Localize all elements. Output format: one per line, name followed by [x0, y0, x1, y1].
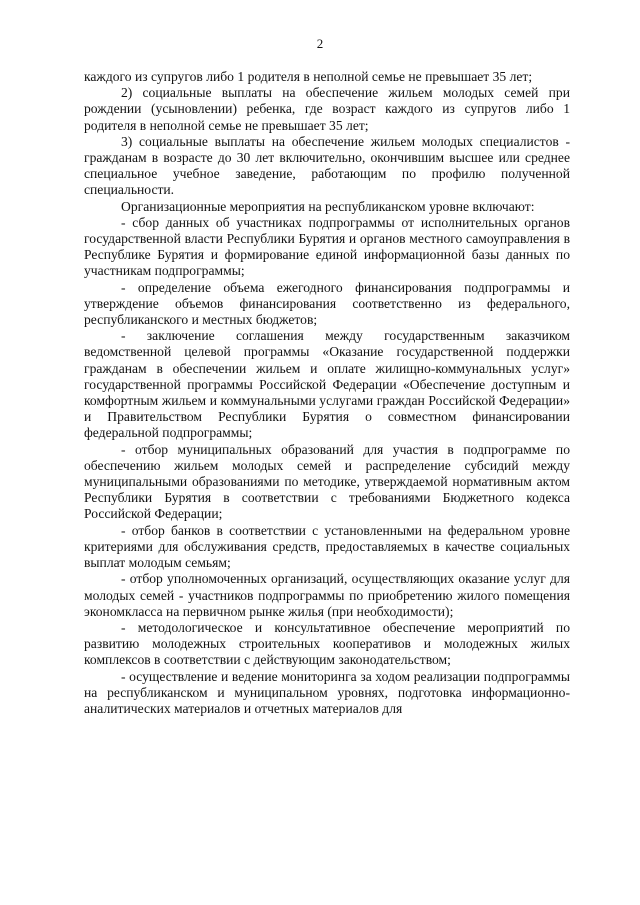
page-number: 2	[316, 36, 324, 51]
paragraph-organizational-measures: Организационные мероприятия на республиканском уровне включают:	[121, 198, 535, 214]
paragraph-item-3: 3) социальные выплаты на обеспечение жильем молодых специалистов - гражданам в возрасте до 30 лет включительно, окончившим высшее или среднее специальное учебное заведение, работающим по профилю полученной специальности.	[84, 133, 570, 198]
list-item-financing: - определение объема ежегодного финансирования подпрограммы и утверждение объемов финансирования соответственно из федерального, республиканского и местных бюджетов;	[84, 279, 570, 328]
paragraph-item-2: 2) социальные выплаты на обеспечение жильем молодых семей при рождении (усыновлении) ребенка, где возраст каждого из супругов либо 1 родителя в неполной семье не превышает 35 лет;	[84, 85, 570, 133]
document-body	[84, 69, 570, 717]
list-item-data-collection: - сбор данных об участниках подпрограммы от исполнительных органов государственной власти Республики Бурятия и органов местного самоуправления в Республике Бурятия и формирование единой информационной базы данных по участникам подпрограммы;	[84, 214, 570, 279]
list-item-municipal-selection: - отбор муниципальных образований для участия в подпрограмме по обеспечению жильем молодых семей и распределение субсидий между муниципальными образованиями по методике, утверждаемой нормативным актом Республики Бурятия в соответствии с требованиями Бюджетного кодекса Российской Федерации;	[84, 441, 570, 522]
list-item-methodological-support: - методологическое и консультативное обеспечение мероприятий по развитию молодежных строительных кооперативов и молодежных жилых комплексов в соответствии с действующим законодательством;	[84, 619, 570, 668]
paragraph-continuation: каждого из супругов либо 1 родителя в неполной семье не превышает 35 лет;	[84, 69, 533, 84]
list-item-monitoring: - осуществление и ведение мониторинга за ходом реализации подпрограммы на республиканском и муниципальном уровнях, подготовка информационно-аналитических материалов и отчетных материалов для	[84, 668, 570, 716]
list-item-bank-selection: - отбор банков в соответствии с установленными на федеральном уровне критериями для обслуживания средств, предоставляемых в качестве социальных выплат молодым семьям;	[84, 522, 570, 571]
list-item-agreement: - заключение соглашения между государственным заказчиком ведомственной целевой программы «Оказание государственной поддержки гражданам в обеспечении жильем и оплате жилищно-коммунальных услуг» государственной программы Российской Федерации «Обеспечение доступным и комфортным жильем и коммунальными услугами граждан Российской Федерации» и Правительством Республики Бурятия о совместном финансировании федеральной подпрограммы;	[84, 328, 570, 441]
list-item-authorized-organizations: - отбор уполномоченных организаций, осуществляющих оказание услуг для молодых семей - участников подпрограммы по приобретению жилого помещения экономкласса на первичном рынке жилья (при необходимости);	[84, 571, 570, 619]
